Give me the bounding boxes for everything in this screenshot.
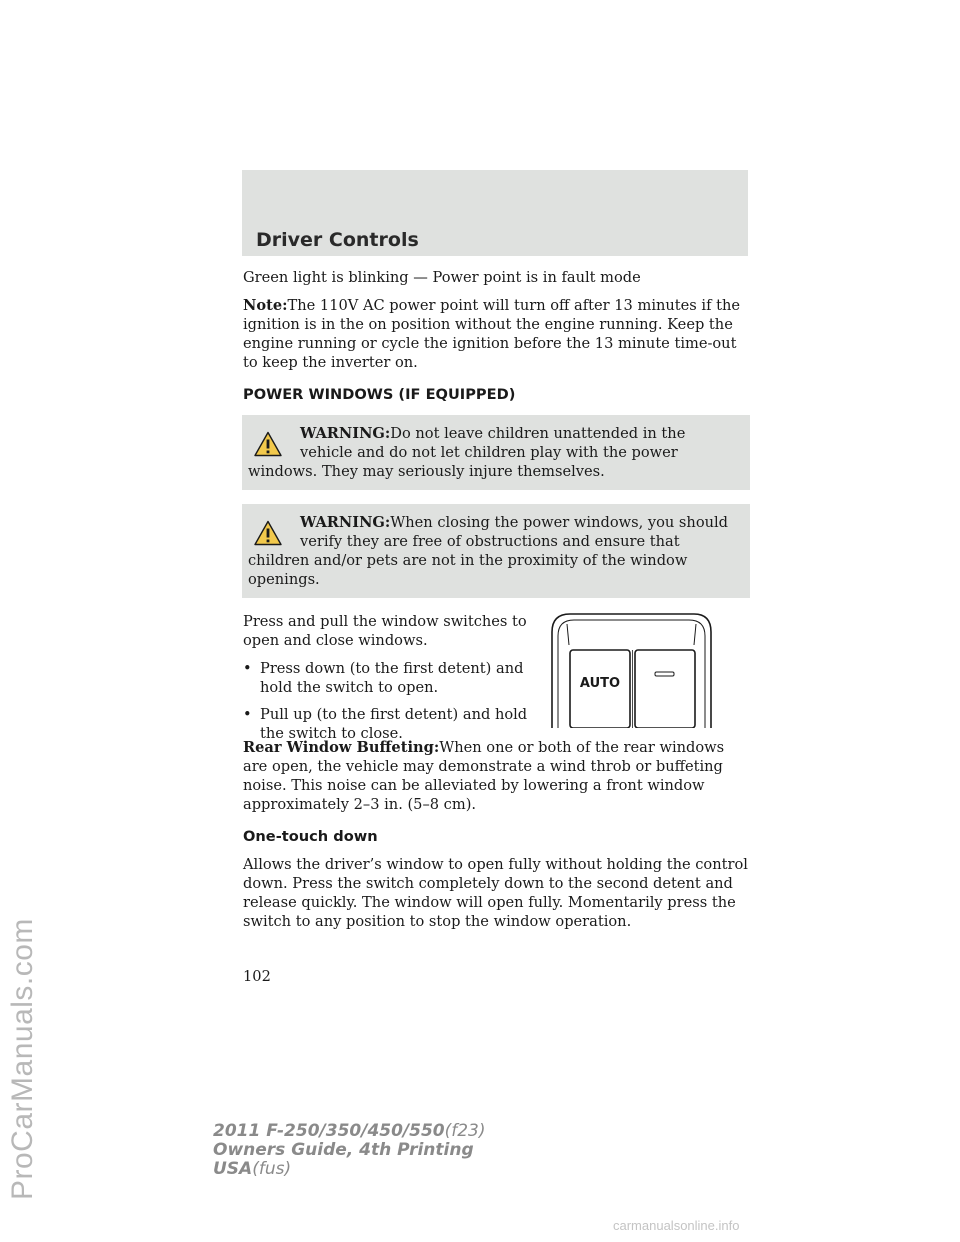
window-switch-section <box>243 612 749 742</box>
note-paragraph <box>243 296 749 372</box>
section-title: Driver Controls <box>256 229 419 251</box>
list-item-text: Pull up (to the first detent) and hold the switch to close. <box>260 706 528 742</box>
warning-triangle-icon <box>254 520 282 546</box>
side-watermark: ProCarManuals.com <box>6 918 39 1200</box>
footer-model-code: (f23) <box>444 1121 486 1141</box>
warning-label: WARNING: <box>300 425 391 442</box>
press-pull-text: Press and pull the window switches to open and close windows. <box>243 613 527 649</box>
footer-region: USA <box>213 1159 253 1179</box>
note-label: Note: <box>243 297 288 314</box>
buffeting-label: Rear Window Buffeting: <box>243 739 440 756</box>
site-watermark: carmanualsonline.info <box>613 1218 740 1233</box>
auto-label: AUTO <box>579 676 621 691</box>
buffeting-text: When one or both of the rear windows are open, the vehicle may demonstrate a wind throb or buffeting noise. This noise can be alleviated by lowering a front window approximately 2–3 in. (5–8 cm). <box>243 739 725 813</box>
bullet: • <box>243 706 252 723</box>
list-item-text: Press down (to the first detent) and hold the switch to open. <box>260 660 524 696</box>
one-touch-heading: One-touch down <box>243 828 378 845</box>
warning-text: Do not leave children unattended in the vehicle and do not let children play with the power windows. They may seriously injure themselves. <box>248 425 686 480</box>
list-item <box>243 705 543 743</box>
warning-label: WARNING: <box>300 514 391 531</box>
power-point-status-text: Green light is blinking — Power point is in fault mode <box>243 269 641 286</box>
page-number: 102 <box>243 968 271 985</box>
bullet: • <box>243 660 252 677</box>
window-switch-illustration <box>548 610 715 728</box>
footer-printing: Owners Guide, 4th Printing <box>213 1140 474 1160</box>
note-text: The 110V AC power point will turn off after 13 minutes if the ignition is in the on position without the engine running. Keep the engine running or cycle the ignition before the 13 minute time-out to keep the inverter on. <box>243 297 741 371</box>
document-footer <box>213 1122 486 1179</box>
one-touch-text: Allows the driver’s window to open fully without holding the control down. Press the switch completely down to the second detent and release quickly. The window will open fully. Momentarily press the switch to any position to stop the window operation. <box>243 856 748 930</box>
footer-region-code: (fus) <box>252 1159 292 1179</box>
buffeting-paragraph <box>243 738 749 814</box>
warning-box-children <box>242 415 750 490</box>
warning-text: When closing the power windows, you should verify they are free of obstructions and ensure that children and/or pets are not in the proximity of the window openings. <box>248 514 729 588</box>
page-content <box>243 268 749 940</box>
warning-box-obstructions <box>242 504 750 598</box>
list-item <box>243 659 543 697</box>
power-windows-heading: POWER WINDOWS (IF EQUIPPED) <box>243 386 516 403</box>
switch-instructions-list <box>243 659 543 743</box>
footer-model: 2011 F-250/350/450/550 <box>213 1121 445 1141</box>
warning-triangle-icon <box>254 431 282 457</box>
